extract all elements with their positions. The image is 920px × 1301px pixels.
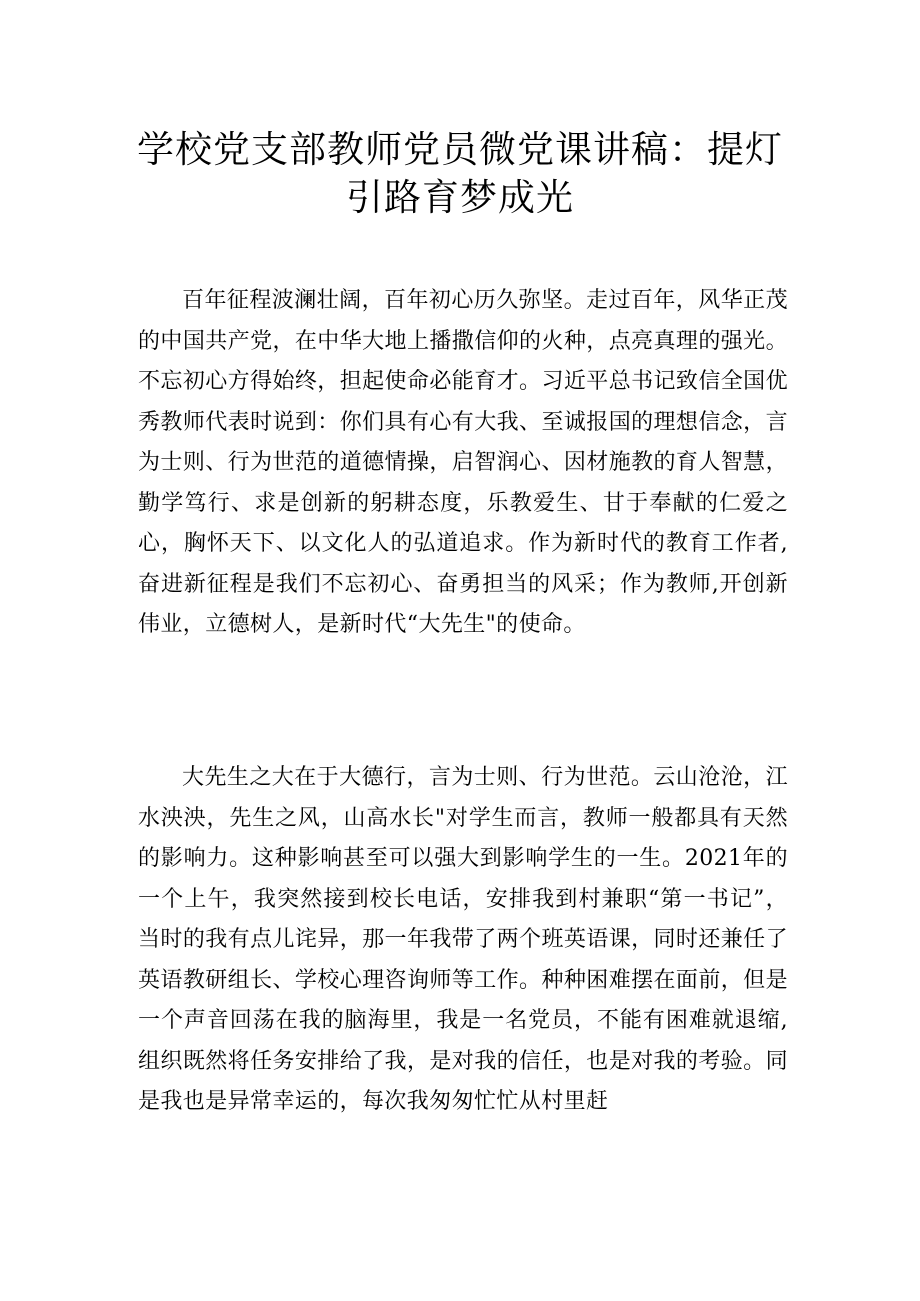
document-title: 学校党支部教师党员微党课讲稿：提灯引路育梦成光: [137, 128, 783, 219]
body-paragraph-2: 大先生之大在于大德行，言为士则、行为世范。云山沧沧，江水泱泱，先生之风，山高水长"对学生而言，教师一般都具有天然的影响力。这种影响甚至可以强大到影响学生的一生。2021年的一个上午，我突然接到校长电话，安排我到村兼职“第一书记”，当时的我有点儿诧异，那一年我带了两个班英语课，同时还兼任了英语教研组长、学校心理咨询师等工作。种种困难摆在面前，但是一个声音回荡在我的脑海里，我是一名党员，不能有困难就退缩,组织既然将任务安排给了我，是对我的信任，也是对我的考验。同是我也是异常幸运的，每次我匆匆忙忙从村里赶: [138, 765, 788, 1114]
body-paragraph-1: 百年征程波澜壮阔，百年初心历久弥坚。走过百年，风华正茂的中国共产党，在中华大地上播撒信仰的火种，点亮真理的强光。不忘初心方得始终，担起使命必能育才。习近平总书记致信全国优秀教师代表时说到：你们具有心有大我、至诚报国的理想信念，言为士则、行为世范的道德情操，启智润心、因材施教的育人智慧，勤学笃行、求是创新的躬耕态度，乐教爱生、甘于奉献的仁爱之心，胸怀天下、以文化人的弘道追求。作为新时代的教育工作者,奋进新征程是我们不忘初心、奋勇担当的风采；作为教师,开创新伟业，立德树人，是新时代“大先生"的使命。: [138, 288, 788, 637]
